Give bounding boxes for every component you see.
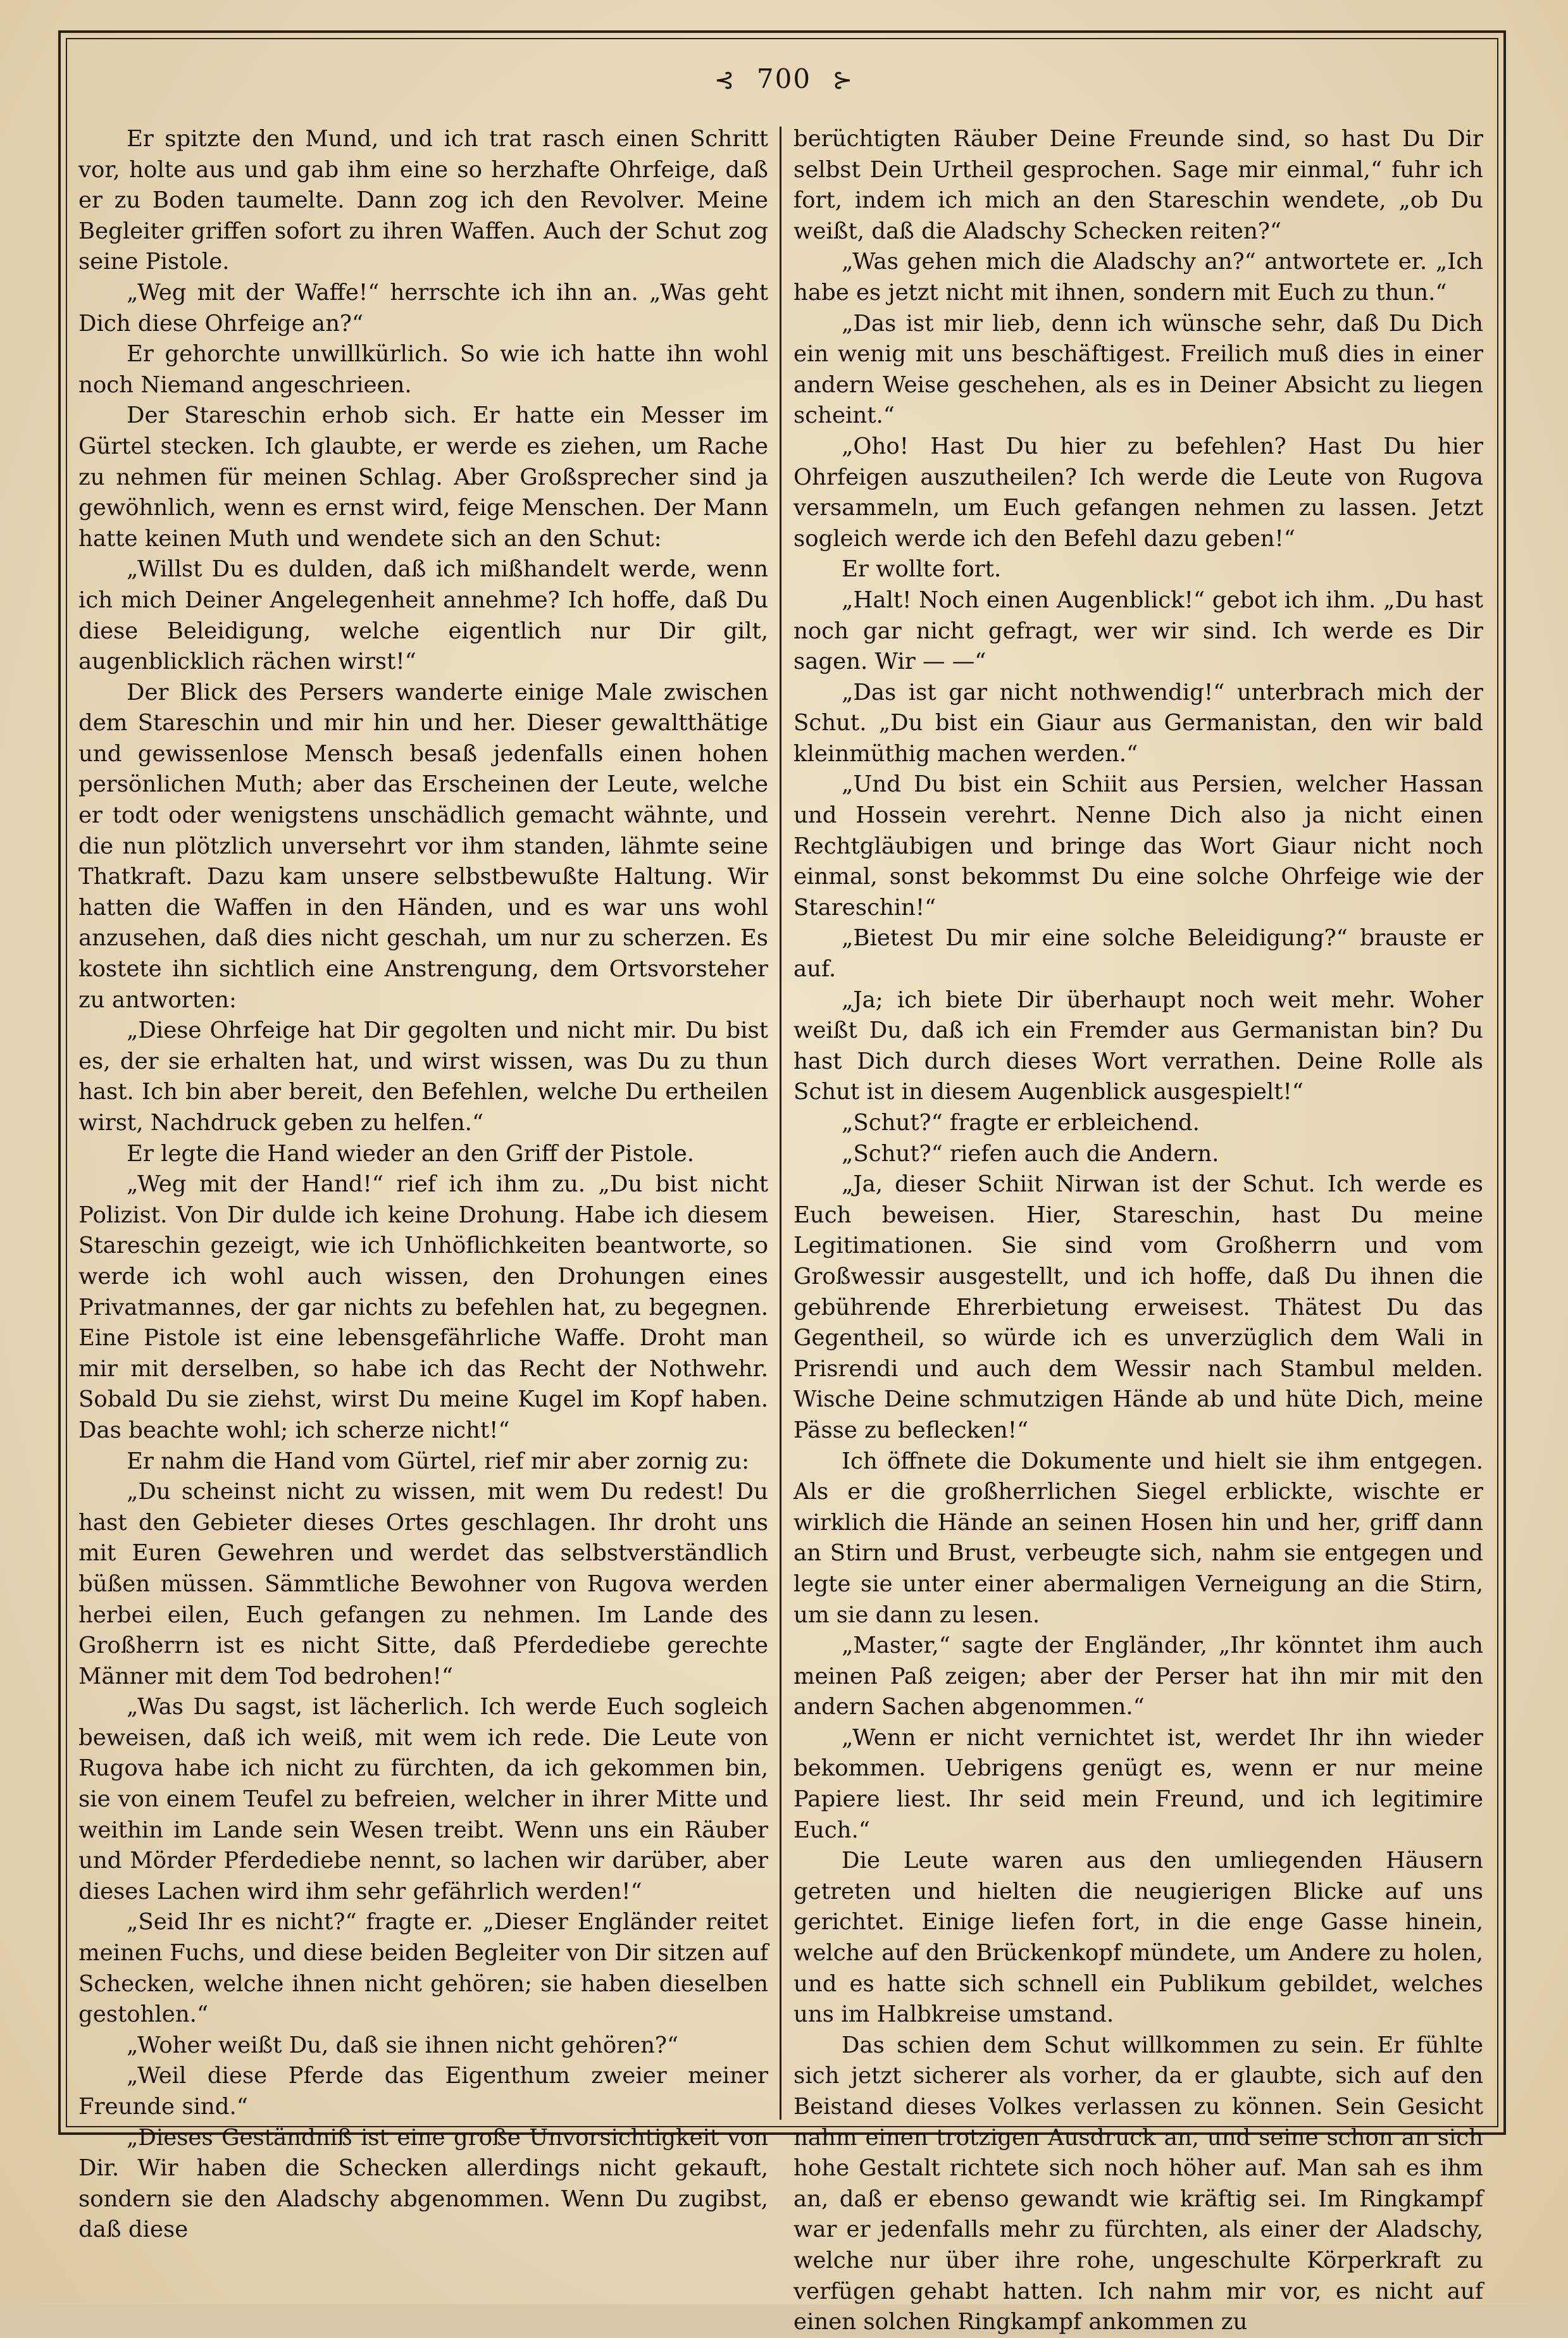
paragraph: „Halt! Noch einen Augenblick!“ gebot ich ihm. „Du hast noch gar nicht gefragt, wer wir sind. Ich werde es Dir sagen. Wir — —“ <box>793 587 1483 675</box>
paragraph: „Woher weißt Du, daß sie ihnen nicht gehören?“ <box>127 2032 679 2058</box>
page-number: 700 <box>756 63 812 94</box>
paragraph: „Wenn er nicht vernichtet ist, werdet Ihr ihn wieder bekommen. Uebrigens genügt es, wenn er nur meine Papiere liest. Ihr seid mein Freund, und ich legitimire Euch.“ <box>793 1724 1483 1843</box>
paragraph: „Was Du sagst, ist lächerlich. Ich werde Euch sogleich beweisen, daß ich weiß, mit wem ich rede. Die Leute von Rugova habe ich nicht zu fürchten, da ich gekommen bin, sie von einem Teufel zu befreien, welcher in ihrer Mitte und weithin im Lande sein Wesen treibt. Wenn uns ein Räuber und Mörder Pferdediebe nennt, so lachen wir darüber, aber dieses Lachen wird ihm sehr gefährlich werden!“ <box>78 1694 768 1905</box>
paragraph: „Weg mit der Hand!“ rief ich ihm zu. „Du bist nicht Polizist. Von Dir dulde ich keine Drohung. Habe ich diesem Stareschin gezeigt, wie ich Unhöflichkeiten beantworte, so werde ich wohl auch wissen, den Drohungen eines Privatmannes, der gar nichts zu befehlen hat, zu begegnen. Eine Pistole ist eine lebensgefährliche Waffe. Droht man mir mit derselben, so habe ich das Recht der Nothwehr. Sobald Du sie ziehst, wirst Du meine Kugel im Kopf haben. Das beachte wohl; ich scherze nicht!“ <box>78 1171 768 1443</box>
paragraph: „Seid Ihr es nicht?“ fragte er. „Dieser Engländer reitet meinen Fuchs, und diese beiden Begleiter von Dir sitzen auf Schecken, welche ihnen nicht gehören; sie haben dieselben gestohlen.“ <box>78 1909 768 2028</box>
paragraph: Er nahm die Hand vom Gürtel, rief mir aber zornig zu: <box>127 1448 750 1474</box>
paragraph: Er wollte fort. <box>842 556 1002 583</box>
paragraph: berüchtigten Räuber Deine Freunde sind, so hast Du Dir selbst Dein Urtheil gesprochen. Sage mir einmal,“ fuhr ich fort, indem ich mich an den Stareschin wendete, „ob Du weißt, daß die Aladschy Schecken reiten?“ <box>793 126 1483 244</box>
paragraph: „Willst Du es dulden, daß ich mißhandelt werde, wenn ich mich Deiner Angelegenheit annehme? Ich hoffe, daß Du diese Beleidigung, welche eigentlich nur Dir gilt, augenblicklich rächen wirst!“ <box>78 556 768 675</box>
paragraph: Er gehorchte unwillkürlich. So wie ich hatte ihn wohl noch Niemand angeschrieen. <box>78 341 768 398</box>
paragraph: „Schut?“ fragte er erbleichend. <box>842 1110 1200 1136</box>
paragraph: „Dieses Geständniß ist eine große Unvorsichtigkeit von Dir. Wir haben die Schecken allerdings nicht gekauft, sondern sie den Aladschy abgenommen. Wenn Du zugibst, daß diese <box>78 2124 768 2243</box>
paragraph: „Diese Ohrfeige hat Dir gegolten und nicht mir. Du bist es, der sie erhalten hat, und wirst wissen, was Du zu thun hast. Ich bin aber bereit, den Befehlen, welche Du ertheilen wirst, Nachdruck geben zu helfen.“ <box>78 1017 768 1136</box>
paragraph: „Master,“ sagte der Engländer, „Ihr könntet ihm auch meinen Paß zeigen; aber der Perser hat ihn mir mit den andern Sachen abgenommen.“ <box>793 1632 1483 1720</box>
paragraph: Er legte die Hand wieder an den Griff der Pistole. <box>127 1140 695 1167</box>
paragraph: „Weil diese Pferde das Eigenthum zweier meiner Freunde sind.“ <box>78 2063 768 2120</box>
paragraph: „Das ist mir lieb, denn ich wünsche sehr, daß Du Dich ein wenig mit uns beschäftigest. Freilich muß dies in einer andern Weise geschehen, als es in Deiner Absicht zu liegen scheint.“ <box>793 310 1483 429</box>
column-divider <box>780 127 781 2120</box>
paragraph: „Und Du bist ein Schiit aus Persien, welcher Hassan und Hossein verehrt. Nenne Dich also ja nicht einen Rechtgläubigen und bringe das Wort Giaur nicht noch einmal, sonst bekommst Du eine solche Ohrfeige wie der Stareschin!“ <box>793 771 1483 921</box>
text-column-right <box>793 124 1483 2335</box>
ornament-left-icon: ⊰ <box>714 66 736 94</box>
page-header <box>0 63 1568 94</box>
paragraph: „Weg mit der Waffe!“ herrschte ich ihn an. „Was geht Dich diese Ohrfeige an?“ <box>78 279 768 337</box>
paragraph: „Was gehen mich die Aladschy an?“ antwortete er. „Ich habe es jetzt nicht mit ihnen, sondern mit Euch zu thun.“ <box>793 249 1483 306</box>
paragraph: Das schien dem Schut willkommen zu sein. Er fühlte sich jetzt sicherer als vorher, da er glaubte, sich auf den Beistand dieses Volkes verlassen zu können. Sein Gesicht nahm einen trotzigen Ausdruck an, und seine schon an sich hohe Gestalt richtete sich noch höher auf. Man sah es ihm an, daß er ebenso gewandt wie kräftig sei. Im Ringkampf war er jedenfalls mehr zu fürchten, als einer der Aladschy, welche nur über ihre rohe, ungeschulte Körperkraft zu verfügen gehabt hatten. Ich nahm mir vor, es nicht auf einen solchen Ringkampf ankommen zu <box>793 2032 1483 2335</box>
paragraph: Er spitzte den Mund, und ich trat rasch einen Schritt vor, holte aus und gab ihm eine so herzhafte Ohrfeige, daß er zu Boden taumelte. Dann zog ich den Revolver. Meine Begleiter griffen sofort zu ihren Waffen. Auch der Schut zog seine Pistole. <box>78 126 768 275</box>
ornament-right-icon: ⊱ <box>832 66 854 94</box>
paragraph: „Das ist gar nicht nothwendig!“ unterbrach mich der Schut. „Du bist ein Giaur aus Germanistan, den wir bald kleinmüthig machen werden.“ <box>793 679 1483 767</box>
paragraph: „Schut?“ riefen auch die Andern. <box>842 1140 1219 1167</box>
paragraph: „Ja, dieser Schiit Nirwan ist der Schut. Ich werde es Euch beweisen. Hier, Stareschin, hast Du meine Legitimationen. Sie sind vom Großherrn und vom Großwessir ausgestellt, und ich hoffe, daß Du ihnen die gebührende Ehrerbietung erweisest. Thätest Du das Gegentheil, so würde ich es unverzüglich dem Wali in Prisrendi und auch dem Wessir nach Stambul melden. Wische Deine schmutzigen Hände ab und hüte Dich, meine Pässe zu beflecken!“ <box>793 1171 1483 1443</box>
paragraph: „Du scheinst nicht zu wissen, mit wem Du redest! Du hast den Gebieter dieses Ortes geschlagen. Ihr droht uns mit Euren Gewehren und werdet das selbstverständlich büßen müssen. Sämmtliche Bewohner von Rugova werden herbei eilen, Euch gefangen zu nehmen. Im Lande des Großherrn ist es nicht Sitte, daß Pferdediebe gerechte Männer mit dem Tod bedrohen!“ <box>78 1479 768 1689</box>
paragraph: Die Leute waren aus den umliegenden Häusern getreten und hielten die neugierigen Blicke auf uns gerichtet. Einige liefen fort, in die enge Gasse hinein, welche auf den Brückenkopf mündete, um Andere zu holen, und es hatte sich schnell ein Publikum gebildet, welches uns im Halbkreise umstand. <box>793 1848 1483 2028</box>
paragraph: „Bietest Du mir eine solche Beleidigung?“ brauste er auf. <box>793 925 1483 983</box>
paragraph: Ich öffnete die Dokumente und hielt sie ihm entgegen. Als er die großherrlichen Siegel erblickte, wischte er wirklich die Hände an seinen Hosen hin und her, griff dann an Stirn und Brust, verbeugte sich, nahm sie entgegen und legte sie unter einer abermaligen Verneigung an die Stirn, um sie dann zu lesen. <box>793 1448 1483 1628</box>
paragraph: Der Blick des Persers wanderte einige Male zwischen dem Stareschin und mir hin und her. Dieser gewaltthätige und gewissenlose Mensch besaß jedenfalls einen hohen persönlichen Muth; aber das Erscheinen der Leute, welche er todt oder wenigstens unschädlich gemacht wähnte, und die nun plötzlich unversehrt vor ihm standen, lähmte seine Thatkraft. Dazu kam unsere selbstbewußte Haltung. Wir hatten die Waffen in den Händen, und es war uns wohl anzusehen, daß dies nicht geschah, um nur zu scherzen. Es kostete ihn sichtlich eine Anstrengung, dem Ortsvorsteher zu antworten: <box>78 679 768 1013</box>
paragraph: „Ja; ich biete Dir überhaupt noch weit mehr. Woher weißt Du, daß ich ein Fremder aus Germanistan bin? Du hast Dich durch dieses Wort verrathen. Deine Rolle als Schut ist in diesem Augenblick ausgespielt!“ <box>793 986 1483 1105</box>
paragraph: „Oho! Hast Du hier zu befehlen? Hast Du hier Ohrfeigen auszutheilen? Ich werde die Leute von Rugova versammeln, um Euch gefangen nehmen zu lassen. Jetzt sogleich werde ich den Befehl dazu geben!“ <box>793 433 1483 552</box>
paragraph: Der Stareschin erhob sich. Er hatte ein Messer im Gürtel stecken. Ich glaubte, er werde es ziehen, um Rache zu nehmen für meinen Schlag. Aber Großsprecher sind ja gewöhnlich, wenn es ernst wird, feige Menschen. Der Mann hatte keinen Muth und wendete sich an den Schut: <box>78 402 768 552</box>
text-column-left <box>78 124 768 2243</box>
